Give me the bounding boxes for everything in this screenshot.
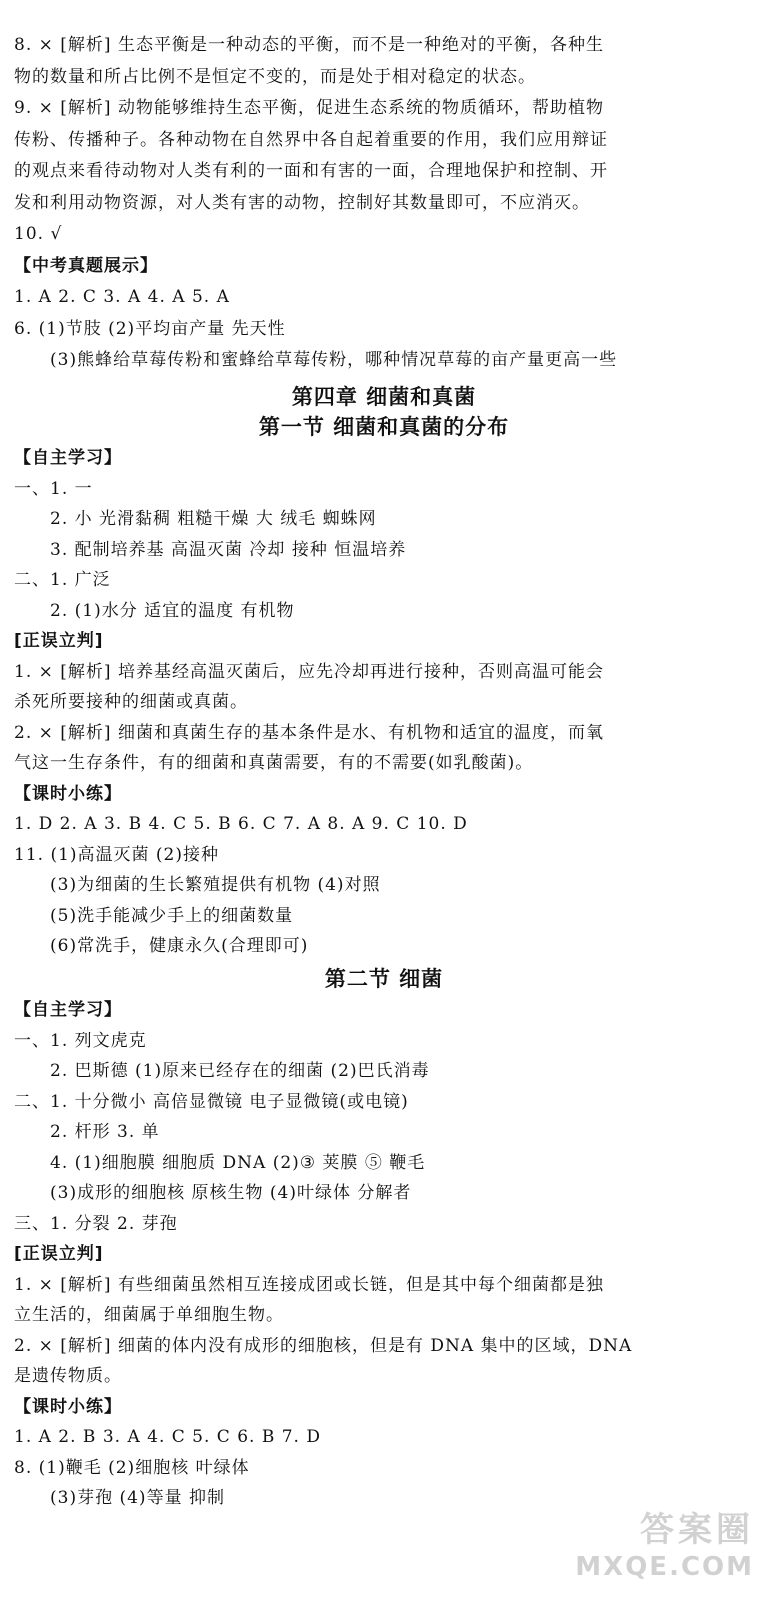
answer-line: (3)芽孢 (4)等量 抑制: [50, 1488, 225, 1508]
section-heading-distribution: 第一节 细菌和真菌的分布: [258, 415, 510, 439]
answer-line: 1. A 2. C 3. A 4. A 5. A: [14, 287, 230, 307]
answer-line: 物的数量和所占比例不是恒定不变的，而是处于相对稳定的状态。: [14, 66, 536, 87]
answer-line: 立生活的，细菌属于单细胞生物。: [14, 1305, 284, 1325]
answer-line: 二、1. 广泛: [14, 570, 111, 590]
answer-line: 杀死所要接种的细菌或真菌。: [14, 692, 248, 712]
section-label: 【自主学习】: [14, 1000, 122, 1020]
answer-line: 发和利用动物资源，对人类有害的动物，控制好其数量即可，不应消灭。: [14, 192, 590, 213]
section-label: 【中考真题展示】: [14, 255, 158, 276]
answer-line: 2. 杆形 3. 单: [50, 1122, 160, 1142]
chapter-heading: 第四章 细菌和真菌: [291, 385, 477, 409]
answer-line: (3)成形的细胞核 原核生物 (4)叶绿体 分解者: [50, 1183, 412, 1203]
answer-line: (6)常洗手，健康永久(合理即可): [50, 936, 309, 956]
section-label: [正误立判]: [14, 1244, 104, 1264]
answer-line: 9. × [解析] 动物能够维持生态平衡，促进生态系统的物质循环，帮助植物: [14, 98, 604, 118]
section-label: 【课时小练】: [14, 1396, 122, 1417]
answer-line: 一、1. 列文虎克: [14, 1030, 147, 1051]
answer-line: 1. × [解析] 有些细菌虽然相互连接成团或长链，但是其中每个细菌都是独: [14, 1274, 604, 1295]
section-label: 【课时小练】: [14, 783, 122, 804]
answer-line: 8. (1)鞭毛 (2)细胞核 叶绿体: [14, 1457, 250, 1478]
answer-line: 是遗传物质。: [14, 1366, 122, 1386]
answer-line: 1. × [解析] 培养基经高温灭菌后，应先冷却再进行接种，否则高温可能会: [14, 661, 604, 682]
answer-line: (3)熊蜂给草莓传粉和蜜蜂给草莓传粉，哪种情况草莓的亩产量更高一些: [50, 350, 618, 370]
answer-line: 二、1. 十分微小 高倍显微镜 电子显微镜(或电镜): [14, 1091, 409, 1112]
answer-line: 三、1. 分裂 2. 芽孢: [14, 1213, 178, 1234]
answer-line: 1. D 2. A 3. B 4. C 5. B 6. C 7. A 8. A 9. C 10. D: [14, 814, 468, 834]
answer-line: 4. (1)细胞膜 细胞质 DNA (2)③ 荚膜 ⑤ 鞭毛: [50, 1152, 426, 1173]
answer-line: 6. (1)节肢 (2)平均亩产量 先天性: [14, 318, 286, 339]
answer-line: 1. A 2. B 3. A 4. C 5. C 6. B 7. D: [14, 1427, 321, 1447]
answer-line: 3. 配制培养基 高温灭菌 冷却 接种 恒温培养: [50, 539, 407, 560]
answer-line: (5)洗手能减少手上的细菌数量: [50, 905, 294, 926]
answer-line: 气这一生存条件，有的细菌和真菌需要，有的不需要(如乳酸菌)。: [14, 753, 534, 773]
section-label: [正误立判]: [14, 631, 104, 651]
answer-line: 2. 巴斯德 (1)原来已经存在的细菌 (2)巴氏消毒: [50, 1061, 430, 1081]
answer-line: 传粉、传播种子。各种动物在自然界中各自起着重要的作用，我们应用辩证: [14, 129, 608, 150]
answer-line: 8. × [解析] 生态平衡是一种动态的平衡，而不是一种绝对的平衡，各种生: [14, 35, 604, 55]
watermark-logo: [524, 1508, 754, 1588]
answer-line: 2. × [解析] 细菌的体内没有成形的细胞核，但是有 DNA 集中的区域，DNA: [14, 1335, 633, 1356]
answer-line: 2. (1)水分 适宜的温度 有机物: [50, 600, 295, 621]
section-label: 【自主学习】: [14, 448, 122, 468]
answer-line: 2. × [解析] 细菌和真菌生存的基本条件是水、有机物和适宜的温度，而氧: [14, 722, 604, 743]
section-heading-bacteria: 第二节 细菌: [324, 967, 444, 991]
watermark-bottom-text: MXQE.COM: [575, 1552, 754, 1582]
answer-line: 的观点来看待动物对人类有利的一面和有害的一面，合理地保护和控制、开: [14, 161, 608, 181]
watermark-top-text: 答案圈: [640, 1510, 754, 1550]
answer-line: 10. √: [14, 224, 63, 244]
answer-line: 2. 小 光滑黏稠 粗糙干燥 大 绒毛 蜘蛛网: [50, 509, 377, 529]
answer-line: (3)为细菌的生长繁殖提供有机物 (4)对照: [50, 875, 381, 895]
answer-line: 一、1. 一: [14, 478, 93, 499]
answer-line: 11. (1)高温灭菌 (2)接种: [14, 844, 220, 865]
